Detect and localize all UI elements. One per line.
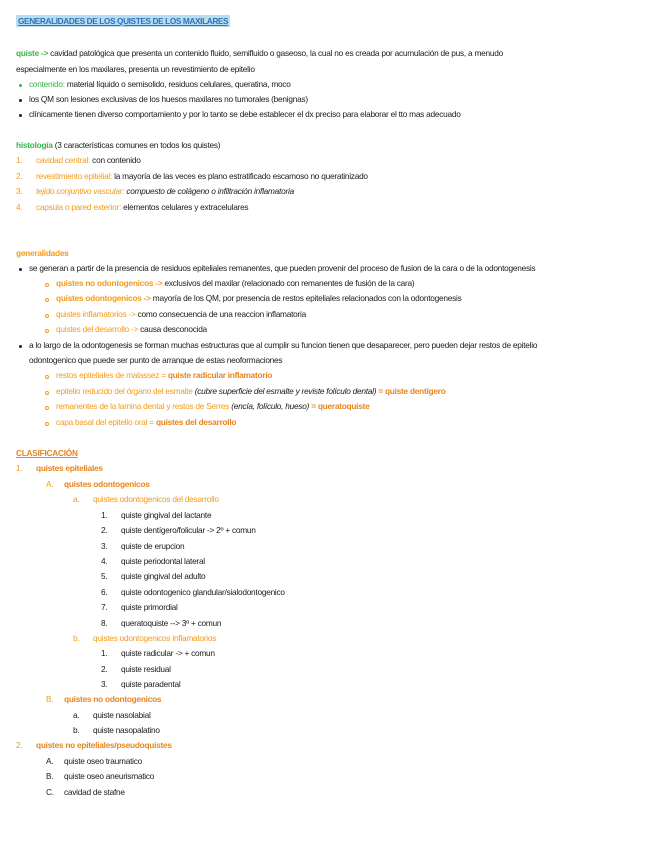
list-number: 4. bbox=[16, 202, 23, 212]
circle-bullet-icon bbox=[45, 406, 49, 410]
list-item: quistes del desarrollo -> causa desconocida bbox=[56, 324, 207, 334]
list-number: A. bbox=[46, 479, 54, 489]
circle-bullet-icon bbox=[45, 391, 49, 395]
list-item: quiste gingival del adulto bbox=[121, 571, 206, 581]
list-item: quistes odontogenicos del desarrollo bbox=[93, 494, 219, 504]
list-item: quiste gingival del lactante bbox=[121, 510, 212, 520]
list-number: 5. bbox=[101, 571, 108, 581]
list-number: b. bbox=[73, 725, 80, 735]
list-item: quiste oseo traumatico bbox=[64, 756, 142, 766]
list-number: 3. bbox=[101, 679, 108, 689]
list-item: contenido: material líquido o semisolido, residuos celulares, queratina, moco bbox=[29, 79, 291, 89]
list-item: revestimiento epitelial: la mayoría de las veces es plano estratificado escamoso no queratinizado bbox=[36, 171, 368, 181]
list-item: quistes no epiteliales/pseudoquistes bbox=[36, 740, 172, 750]
histologia-heading: histología (3 características comunes en todos los quistes) bbox=[16, 140, 221, 150]
list-item: quiste nasolabial bbox=[93, 710, 151, 720]
list-number: A. bbox=[46, 756, 54, 766]
list-item: a lo largo de la odontogenesis se forman muchas estructuras que al cumplir su funcion tienen que desaparecer, pero pueden dejar restos de epitelio bbox=[29, 340, 538, 350]
list-item: quiste nasopalatino bbox=[93, 725, 160, 735]
list-item: cavidad central: con contenido bbox=[36, 155, 141, 165]
list-number: 2. bbox=[101, 664, 108, 674]
list-number: 6. bbox=[101, 587, 108, 597]
list-item: quiste dentígero/folicular -> 2º + comun bbox=[121, 525, 256, 535]
list-number: b. bbox=[73, 633, 80, 643]
list-number: 1. bbox=[16, 463, 23, 473]
circle-bullet-icon bbox=[45, 422, 49, 426]
list-item: quiste paradental bbox=[121, 679, 181, 689]
bullet-icon bbox=[19, 114, 22, 117]
list-item: quiste odontogenico glandular/sialodontogenico bbox=[121, 587, 285, 597]
list-number: 2. bbox=[16, 171, 23, 181]
list-item: los QM son lesiones exclusivas de los huesos maxilares no tumorales (benignas) bbox=[29, 94, 308, 104]
bullet-icon bbox=[19, 84, 22, 87]
list-item: quiste residual bbox=[121, 664, 171, 674]
list-item: quiste primordial bbox=[121, 602, 178, 612]
list-number: 7. bbox=[101, 602, 108, 612]
list-item: quistes no odontogenicos bbox=[64, 694, 162, 704]
list-item: quiste de erupcion bbox=[121, 541, 185, 551]
list-number: C. bbox=[46, 787, 54, 797]
list-item-cont: odontogenico que puede ser punto de arranque de estas neoformaciones bbox=[29, 355, 283, 365]
list-number: 2. bbox=[16, 740, 23, 750]
list-number: 1. bbox=[101, 510, 108, 520]
list-item: restos epiteliales de malassez = quiste radicular inflamatorio bbox=[56, 370, 273, 380]
list-number: B. bbox=[46, 771, 54, 781]
clasificacion-heading: CLASIFICACIÓN bbox=[16, 448, 78, 458]
list-item: queratoquiste --> 3º + comun bbox=[121, 618, 222, 628]
list-number: 1. bbox=[101, 648, 108, 658]
list-number: a. bbox=[73, 494, 80, 504]
list-item: clínicamente tienen diverso comportamiento y por lo tanto se debe establecer el dx preciso para elaborar el tto mas adecuado bbox=[29, 109, 461, 119]
list-item: quistes no odontogenicos -> exclusivos del maxilar (relacionado con remanentes de fusión de la cara) bbox=[56, 278, 415, 288]
bullet-icon bbox=[19, 345, 22, 348]
list-item: tejido conjuntivo vascular: compuesto de colágeno o infiltración inflamatoria bbox=[36, 186, 294, 196]
list-item: quistes odontogenicos inflamatorios bbox=[93, 633, 217, 643]
list-number: 3. bbox=[16, 186, 23, 196]
list-item: quiste radicular -> + comun bbox=[121, 648, 215, 658]
list-item: capa basal del epitelio oral = quistes del desarrollo bbox=[56, 417, 237, 427]
list-number: 4. bbox=[101, 556, 108, 566]
generalidades-heading: generalidades bbox=[16, 248, 69, 258]
quiste-definition: quiste -> cavidad patológica que presenta un contenido fluido, semifluido o gaseoso, la cual no es creada por acumulación de pus, a menudo bbox=[16, 48, 503, 58]
list-number: a. bbox=[73, 710, 80, 720]
circle-bullet-icon bbox=[45, 314, 49, 318]
list-item: quistes inflamatorios -> como consecuencia de una reaccion inflamatoria bbox=[56, 309, 306, 319]
bullet-icon bbox=[19, 268, 22, 271]
list-number: 2. bbox=[101, 525, 108, 535]
list-item: quistes odontogenicos bbox=[64, 479, 150, 489]
list-item: epitelio reducido del órgano del esmalte (cubre superficie del esmalte y reviste folículo dental) = quiste dentígero bbox=[56, 386, 446, 396]
bullet-icon bbox=[19, 99, 22, 102]
list-number: 8. bbox=[101, 618, 108, 628]
list-number: B. bbox=[46, 694, 54, 704]
circle-bullet-icon bbox=[45, 298, 49, 302]
circle-bullet-icon bbox=[45, 329, 49, 333]
quiste-definition-cont: especialmente en los maxilares, presenta un revestimiento de epitelio bbox=[16, 64, 255, 74]
list-item: se generan a partir de la presencia de residuos epiteliales remanentes, que pueden provenir del proceso de fusion de la cara o de la odontogenesis bbox=[29, 263, 536, 273]
list-item: capsula o pared exterior: elementos celulares y extracelulares bbox=[36, 202, 249, 212]
list-number: 3. bbox=[101, 541, 108, 551]
list-item: remanentes de la lamina dental y restos de Serres (encía, folículo, hueso) = queratoquiste bbox=[56, 401, 370, 411]
list-item: quiste oseo aneurismatico bbox=[64, 771, 155, 781]
list-item: quiste periodontal lateral bbox=[121, 556, 205, 566]
page-title: GENERALIDADES DE LOS QUISTES DE LOS MAXILARES bbox=[18, 16, 229, 26]
list-number: 1. bbox=[16, 155, 23, 165]
list-item: cavidad de stafne bbox=[64, 787, 125, 797]
list-item: quistes odontogenicos -> mayoría de los QM, por presencia de restos epiteliales relacionados con la odontogenesis bbox=[56, 293, 462, 303]
circle-bullet-icon bbox=[45, 375, 49, 379]
circle-bullet-icon bbox=[45, 283, 49, 287]
list-item: quistes epiteliales bbox=[36, 463, 103, 473]
